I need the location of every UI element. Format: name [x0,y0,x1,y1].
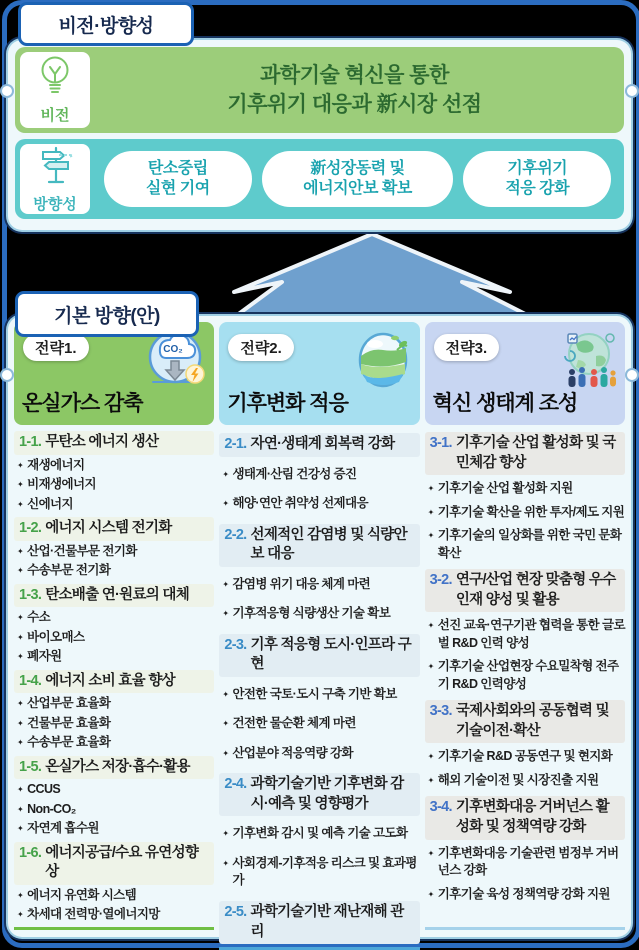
vision-statement [90,52,619,128]
bullet-item [219,855,419,890]
bullet-text: 차세대 전력망·열에너지망 [27,907,160,922]
section-number: 3-2. [429,572,452,589]
bullet-item [219,605,419,623]
bullet-item [14,609,214,627]
section-number: 3-4. [429,799,452,816]
strategy-sections [219,425,419,947]
bullet-item [14,695,214,713]
bullet-item [14,715,214,733]
bullet-mark: ✦ [427,662,434,672]
bullet-item [425,772,625,790]
bullet-item [425,845,625,880]
bullet-item [14,734,214,752]
strategy-badge: 전략3. [434,334,500,361]
section-title: 기후기술 산업 활성화 및 국민체감 향상 [455,435,616,471]
vision-label: 비전 [40,107,70,124]
bullet-item [219,466,419,484]
section-header [425,569,625,612]
strategy-title: 혁신 생태계 조성 [432,392,578,415]
bullet-text: 감염병 위기 대응 체계 마련 [232,576,371,591]
section-title: 기후 적응형 도시·인프라 구현 [250,636,412,673]
bullet-item [425,527,625,562]
section-header [219,634,419,677]
section-number: 1-5. [19,758,42,775]
bullet-mark: ✦ [222,579,229,589]
bullet-text: 선진 교육·연구기관 협력을 통한 글로벌 R&D 인력 양성 [437,618,625,650]
bullet-item [14,629,214,647]
strategy-sections [14,425,214,927]
section-number: 3-1. [429,435,452,451]
bullet-mark: ✦ [17,460,24,470]
strategy-title: 온실가스 감축 [22,392,143,415]
bullet-text: 에너지 유연화 시스템 [27,887,137,902]
bullet-text: 기후기술 산업현장 수요밀착형 전주기 R&D 인력양성 [437,659,619,691]
section-header [425,432,625,475]
bullet-item [14,476,214,494]
strategy-title: 기후변화 적응 [227,392,348,415]
edge-dot [625,84,639,98]
bullet-item [425,658,625,693]
section-header [14,431,214,455]
bullet-mark: ✦ [427,531,434,541]
bullet-mark: ✦ [17,480,24,490]
bullet-text: 안전한 국토·도시 구축 기반 확보 [232,686,397,701]
section-header [14,670,214,694]
bullet-text: 산업·건물부문 전기화 [27,543,137,558]
edge-dot [625,368,639,382]
direction-label-box [20,144,90,214]
section-header [14,584,214,608]
climate-earth-icon [351,326,415,390]
bullet-item [425,617,625,652]
global-ecosystem-icon [556,326,620,390]
section-header [425,796,625,839]
section-title: 에너지 시스템 전기화 [45,520,172,537]
bullet-text: 기후기술 R&D 공동연구 및 현지화 [437,749,613,764]
section-title: 자연·생태계 회복력 강화 [250,436,395,452]
section-number: 1-1. [19,434,42,450]
section-header [219,433,419,457]
bullet-mark: ✦ [17,546,24,556]
bullet-item [219,745,419,763]
bullet-text: 해양·연안 취약성 선제대응 [232,496,368,511]
section-number: 1-3. [19,586,42,603]
direction-pill-growth-energy: 新성장동력 및 에너지안보 확보 [262,151,454,207]
bullet-item [14,906,214,924]
bullet-mark: ✦ [17,699,24,709]
bullet-mark: ✦ [17,652,24,662]
bullet-item [14,648,214,666]
bullet-mark: ✦ [222,858,229,868]
section-title: 기후변화대응 거버넌스 활성화 및 정책역량 강화 [455,799,609,835]
section-title: 탄소배출 연·원료의 대체 [45,586,190,603]
section-header [14,842,214,885]
bullet-item [219,495,419,513]
bullet-text: 신에너지 [27,496,74,511]
direction-pills [96,144,619,214]
bullet-mark: ✦ [17,824,24,834]
bullet-text: Non-CO₂ [27,801,76,816]
section-title: 에너지 소비 효율 향상 [45,672,175,689]
bullet-text: 기후기술의 일상화를 위한 국민 문화 확산 [437,528,622,560]
bullet-item [14,820,214,838]
strategy-header [425,322,625,425]
bullet-mark: ✦ [427,848,434,858]
bullet-text: 수소 [27,610,51,625]
bullet-item [425,480,625,498]
bullet-text: 폐자원 [27,649,62,664]
edge-dot [0,84,14,98]
bullet-mark: ✦ [17,718,24,728]
bullet-text: 기후기술 산업 활성화 지원 [437,481,573,496]
bullet-text: 사회경제-기후적응 리스크 및 효과평가 [232,855,417,888]
direction-row [15,139,624,219]
bullet-mark: ✦ [427,752,434,762]
bullet-mark: ✦ [427,775,434,785]
bullet-item [425,886,625,904]
strategy-badge: 전략1. [23,334,89,361]
bullet-text: 기후적응형 식량생산 기술 확보 [232,606,391,621]
svg-text:CO₂: CO₂ [163,344,184,355]
section-header [219,524,419,567]
bullet-text: 비재생에너지 [27,477,96,492]
vision-row [15,47,624,133]
column-underline [425,927,625,930]
section-number: 2-1. [224,436,247,452]
bullet-text: 기후기술 확산을 위한 투자/제도 지원 [437,504,625,519]
bullet-mark: ✦ [222,829,229,839]
section-title: 연구/산업 현장 맞춤형 우수 인재 양성 및 활용 [455,572,616,608]
section-header [14,517,214,541]
bullet-item [219,686,419,704]
bullet-mark: ✦ [17,632,24,642]
bullet-item [14,457,214,475]
edge-dot [0,368,14,382]
section-title: 선제적인 감염병 및 식량안보 대응 [250,526,407,563]
bullet-text: 건전한 물순환 체계 마련 [232,716,356,731]
column-underline [14,927,214,930]
bullet-text: 재생에너지 [27,457,85,472]
direction-label: 방향성 [33,196,77,213]
bullet-item [14,801,214,819]
bullet-mark: ✦ [17,890,24,900]
vision-line-1: 과학기술 혁신을 통한 [260,63,449,87]
vision-panel [8,40,631,230]
bullet-text: 자연계 흡수원 [27,821,99,836]
bullet-mark: ✦ [17,785,24,795]
section-title: 무탄소 에너지 생산 [45,434,159,450]
strategy-column [219,322,419,940]
direction-pill-carbon-neutral: 탄소중립 실현 기여 [104,151,252,207]
section-header [219,773,419,816]
bullet-mark: ✦ [17,499,24,509]
bullet-mark: ✦ [427,484,434,494]
section-number: 1-4. [19,672,42,689]
bullet-mark: ✦ [17,738,24,748]
bullet-item [219,825,419,843]
bullet-text: 산업분야 적응역량 강화 [232,745,353,760]
bullet-item [219,576,419,594]
strategy-column [14,322,214,931]
bullet-mark: ✦ [222,719,229,729]
direction-pill-adaptation: 기후위기 적응 강화 [463,151,611,207]
bullet-item [14,781,214,799]
section-number: 2-4. [224,776,247,793]
basic-plan-tab: 기본 방향(안) [15,291,199,337]
bullet-text: 산업부문 효율화 [27,696,111,711]
bullet-item [14,543,214,561]
section-header [219,901,419,944]
signpost-icon [35,144,75,191]
up-arrow [150,231,595,326]
global-ecosystem-icon [556,326,620,390]
bullet-text: 건물부문 효율화 [27,715,111,730]
bullet-mark: ✦ [17,613,24,623]
bullet-item [14,887,214,905]
plan-panel [8,316,631,940]
bullet-mark: ✦ [427,621,434,631]
climate-earth-icon [351,326,415,390]
bullet-mark: ✦ [222,469,229,479]
section-title: 온실가스 저장·흡수·활용 [45,758,190,775]
strategy-badge: 전략2. [228,334,294,361]
section-title: 에너지공급/수요 유연성향상 [45,844,199,881]
bullet-text: 수송부문 효율화 [27,735,111,750]
section-number: 3-3. [429,703,452,720]
bullet-text: 생태계·산림 건강성 증진 [232,466,357,481]
bullet-mark: ✦ [17,910,24,920]
section-header [425,700,625,743]
lightbulb-icon [37,55,73,102]
vision-label-box [20,52,90,128]
bullet-text: 기후변화대응 기술관련 범정부 거버넌스 강화 [437,845,619,877]
bullet-item [425,504,625,522]
bullet-mark: ✦ [222,689,229,699]
section-number: 2-2. [224,526,247,543]
bullet-text: 해외 기술이전 및 시장진출 지원 [437,772,599,787]
bullet-text: CCUS [27,782,61,797]
bullet-mark: ✦ [17,804,24,814]
section-title: 과학기술기반 기후변화 감시·예측 및 영향평가 [250,776,404,812]
bullet-mark: ✦ [222,609,229,619]
bullet-item [14,562,214,580]
bullet-text: 기후변화 감시 및 예측 기술 고도화 [232,826,408,841]
bullet-mark: ✦ [222,748,229,758]
section-title: 과학기술기반 재난재해 관리 [250,903,404,940]
bullet-item [219,715,419,733]
bullet-text: 수송부문 전기화 [27,563,111,578]
section-number: 1-6. [19,844,42,861]
bullet-mark: ✦ [222,499,229,509]
bullet-text: 바이오매스 [27,629,85,644]
section-number: 2-5. [224,903,247,920]
bullet-mark: ✦ [427,889,434,899]
strategy-header [14,322,214,425]
section-number: 1-2. [19,520,42,537]
section-title: 국제사회와의 공동협력 및 기술이전·확산 [455,703,609,739]
vision-direction-tab: 비전·방향성 [18,2,194,46]
strategy-column [425,322,625,931]
section-header [14,756,214,780]
strategy-sections [425,425,625,927]
section-number: 2-3. [224,636,247,653]
bullet-mark: ✦ [427,507,434,517]
bullet-text: 기후기술 육성 정책역량 강화 지원 [437,886,610,901]
vision-line-2: 기후위기 대응과 新시장 선점 [227,93,482,116]
strategy-header [219,322,419,425]
bullet-item [14,496,214,514]
bullet-mark: ✦ [17,566,24,576]
bullet-item [425,748,625,766]
